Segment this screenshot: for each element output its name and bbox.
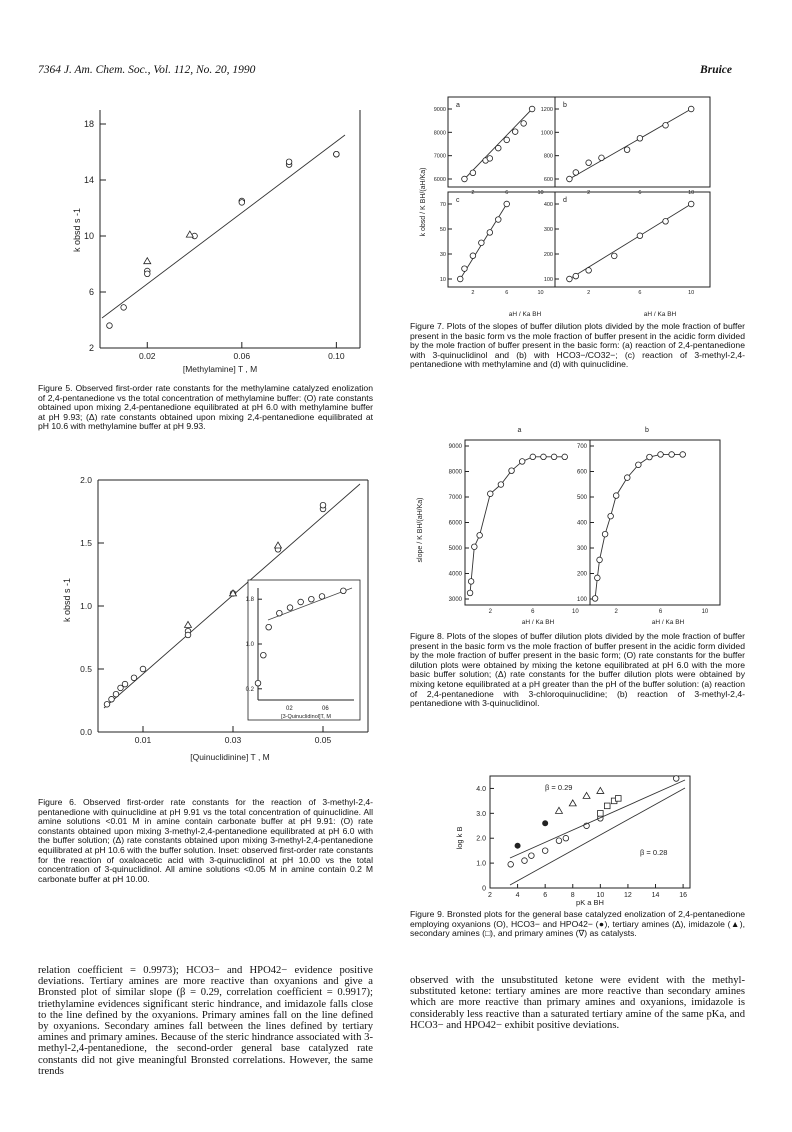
figure-7-plot	[410, 92, 740, 322]
fig7-point	[504, 201, 510, 207]
fig8-point	[519, 459, 525, 465]
fig8-point	[498, 482, 504, 488]
fig8-xlabel-left: aH / Ka BH	[521, 619, 555, 626]
fig6-inset-point	[261, 652, 267, 658]
fig6-inset-point	[319, 594, 325, 600]
fig8-point	[562, 454, 568, 460]
fig7-point	[495, 145, 501, 151]
fig9-ylabel: log k B	[455, 826, 464, 850]
fig6-inset-point	[341, 588, 347, 594]
fig9-beta-upper: β = 0.29	[545, 783, 573, 792]
fig8-xtick: 10	[701, 609, 709, 615]
fig7-point	[573, 273, 579, 279]
fig7-ytick: 400	[543, 202, 553, 208]
fig7-point	[487, 230, 493, 236]
fig6-point	[131, 675, 137, 681]
fig6-inset-ytick: 1.0	[245, 642, 254, 648]
fig7-point	[663, 219, 669, 225]
fig7-ytick: 7000	[433, 153, 446, 160]
fig7-ytick: 300	[543, 227, 553, 233]
figure-5-plot	[40, 100, 380, 380]
fig7-ytick: 200	[543, 252, 553, 258]
fig5-point	[144, 271, 150, 277]
fig9-ytick: 4.0	[476, 785, 486, 793]
fig5-point	[286, 159, 292, 165]
fig6-point	[113, 691, 119, 697]
figure-7-caption: Figure 7. Plots of the slopes of buffer dilution plots divided by the mole fraction of buffer present in the basic form vs the mole fraction of buffer present in the acidic form divided by the mole fraction of buffer present in the basic form: (a) reaction of 2,4-pentanedione with 3-quinuclidinol and (b) with HCO3−/CO32−; (c) reaction of 3-methyl-2,4-pentanedione with methylamine and (d) with quinuclidine.	[410, 321, 745, 370]
fig9-xtick: 8	[570, 892, 575, 899]
fig6-point	[275, 542, 282, 548]
fig8-point	[602, 531, 608, 537]
fig7-xtick: 10	[537, 190, 544, 196]
running-header-right: Bruice	[700, 64, 732, 76]
fig7-point	[495, 217, 501, 223]
fig8-point	[636, 462, 642, 468]
fig5-xlabel: [Methylamine] T , M	[182, 364, 258, 374]
fig8-point	[647, 454, 653, 460]
fig7-xtick: 6	[505, 290, 509, 296]
fig6-point	[185, 621, 192, 627]
fig7-xtick: 10	[537, 290, 544, 296]
fig7-point	[567, 176, 573, 182]
fig9-xlabel: pK a BH	[576, 898, 604, 907]
fig8-xlabel-right: aH / Ka BH	[651, 619, 685, 626]
fig9-point	[597, 787, 604, 793]
fig8-ylabel: slope / K BH/(aH/Ka)	[417, 497, 424, 563]
fig6-inset-point	[277, 610, 283, 616]
figure-5-caption: Figure 5. Observed first-order rate constants for the methylamine catalyzed enolization of 2,4-pentanedione vs the total concentration of methylamine buffer: (O) rate constants obtained upon mixing 2,4-pentanedione equilibrated at pH 6.0 with methylamine buffer at pH 9.93; (Δ) rate constants obtained upon mixing 2,4-pentanedione equilibrated at pH 10.6 with methylamine buffer at pH 9.93.	[38, 383, 373, 432]
fig5-xtick: 0.06	[233, 351, 251, 361]
fig7-xlabel-right: aH / Ka BH	[643, 311, 677, 318]
fig7-panel-label: c	[456, 197, 460, 204]
fig7-ytick: 8000	[433, 130, 446, 137]
fig9-point	[556, 838, 562, 844]
fig7-ytick: 10	[439, 277, 446, 283]
fig7-xtick: 2	[587, 190, 591, 196]
fig7-ytick: 50	[439, 227, 446, 233]
fig9-point	[508, 862, 514, 868]
fig6-ylabel: k obsd s -1	[62, 577, 72, 623]
fig5-ytick: 2	[88, 343, 94, 353]
fig8-point	[477, 532, 483, 538]
fig7-ylabel: k obsd / K BH/(aH/Ka)	[420, 167, 427, 237]
fig9-point	[515, 843, 520, 848]
fig7-point	[611, 253, 617, 259]
fig8-point	[530, 454, 536, 460]
figure-6-caption: Figure 6. Observed first-order rate constants for the reaction of 3-methyl-2,4-pentanedione with quinuclidine at pH 9.91 vs the total concentration of quinuclidine. All amine solutions <0.01 M in amine contain carbonate buffer at pH 9.91: (O) rate constants obtained upon mixing 3-methyl-2,4-pentanedione equilibrated at pH 6.0 with the buffer solution; (Δ) rate constants obtained upon mixing 3-methyl-2,4-pentanedione equilibrated at pH 10.6 with the buffer solution. Inset: observed first-order rate constants for the reaction of oxaloacetic acid with 3-quinuclidinol at pH 10.00 vs the total concentration of 3-quinuclidinol. All amine solutions <0.05 M in amine contain 0.2 M carbonate buffer at pH 10.00.	[38, 797, 373, 884]
fig8-point	[613, 493, 619, 499]
fig7-point	[504, 137, 510, 143]
fig8-point	[467, 590, 473, 596]
fig7-point	[462, 176, 468, 182]
fig7-point	[487, 156, 493, 162]
fig8-point	[669, 452, 675, 458]
figure-8-plot	[410, 415, 740, 630]
fig7-point	[586, 160, 592, 166]
fig9-ytick: 0	[482, 885, 486, 893]
fig9-xtick: 10	[596, 892, 605, 899]
fig8-ytick: 9000	[448, 444, 462, 450]
fig7-point	[512, 129, 518, 135]
fig6-inset-point	[255, 680, 261, 686]
fig6-ytick: 0.0	[80, 727, 92, 737]
fig8-ytick: 5000	[448, 546, 462, 552]
fig7-xtick: 2	[587, 290, 591, 296]
fig7-panel-label: d	[563, 197, 567, 204]
fig7-point	[479, 240, 485, 246]
fig6-xlabel: [Quinuclidinine] T , M	[190, 752, 270, 762]
fig7-xtick: 6	[638, 190, 642, 196]
fig8-xtick: 2	[614, 609, 618, 615]
fig6-point	[185, 632, 191, 638]
fig9-point	[673, 776, 679, 782]
fig8-ytick: 100	[576, 597, 587, 603]
fig8-xtick: 10	[572, 609, 579, 615]
fig8-ytick: 6000	[448, 520, 462, 527]
fig8-point	[608, 513, 614, 519]
fig9-point	[598, 811, 604, 817]
fig7-panel-label: a	[456, 102, 460, 109]
fig5-xtick: 0.02	[138, 351, 156, 361]
fig9-point	[529, 853, 535, 859]
fig9-point	[522, 858, 528, 864]
fig7-point	[470, 170, 476, 176]
running-header-left: 7364 J. Am. Chem. Soc., Vol. 112, No. 20, 1990	[38, 64, 256, 76]
fig8-point	[487, 491, 493, 497]
fig8-point	[592, 596, 598, 602]
fig9-point	[569, 800, 576, 806]
fig7-ytick: 70	[439, 202, 446, 208]
fig5-point	[239, 200, 245, 206]
fig8-point	[551, 454, 557, 460]
fig6-inset-point	[309, 596, 315, 602]
fig8-ytick: 4000	[448, 571, 462, 578]
fig7-ytick: 800	[543, 153, 553, 160]
fig8-point	[658, 452, 664, 458]
fig5-ytick: 14	[83, 175, 94, 185]
fig7-ytick: 100	[543, 277, 553, 283]
fig7-point	[637, 233, 643, 239]
fig8-panel-label: a	[517, 427, 522, 434]
fig8-point	[597, 557, 603, 563]
fig9-xtick: 2	[488, 892, 492, 899]
fig7-point	[586, 268, 592, 274]
fig9-ytick: 1.0	[476, 860, 486, 868]
fig6-ytick: 2.0	[80, 475, 92, 485]
fig7-point	[637, 136, 643, 142]
fig8-point	[468, 579, 474, 585]
fig7-point	[529, 106, 535, 112]
fig9-xtick: 12	[624, 892, 632, 899]
fig9-xtick: 6	[543, 892, 548, 899]
fig8-ytick: 300	[576, 546, 587, 552]
fig6-inset-ytick: 0.2	[245, 686, 254, 693]
fig6-inset-point	[298, 599, 304, 605]
fig8-point	[680, 452, 686, 458]
fig8-point	[595, 575, 601, 581]
fig6-point	[104, 701, 110, 707]
fig7-xtick: 2	[471, 290, 475, 296]
fig9-point	[563, 835, 569, 841]
fig8-ytick: 3000	[448, 597, 462, 603]
fig7-point	[573, 170, 579, 176]
fig6-point	[109, 696, 115, 702]
fig7-ytick: 30	[439, 252, 446, 258]
fig9-beta-lower: β = 0.28	[640, 848, 668, 857]
fig6-point	[140, 666, 146, 672]
fig6-inset-point	[266, 624, 272, 630]
fig7-ytick: 1000	[540, 130, 553, 137]
fig7-point	[624, 147, 630, 153]
fig9-xtick: 16	[679, 892, 688, 899]
fig7-point	[462, 266, 468, 272]
fig6-ytick: 1.0	[80, 601, 92, 611]
body-text-left: relation coefficient = 0.9973); HCO3− and HPO42− evidence positive deviations. Tertiary amines are more reactive than oxyanions and give a Bronsted plot of similar slope (β = 0.29, correlation coefficient = 0.9917); triethylamine evidences significant steric hindrance, and imidazole falls close to the line defined by the oxyanions. Primary amines fall on the line defined by oxyanions. Secondary amines fall between the lines defined by tertiary amines and primary amines. Because of the steric hindrance associated with 3-methyl-2,4-pentanedione, the second-order general base catalyzed rate constants did not give meaningful Bronsted correlations. However, the same trends	[38, 965, 373, 1077]
figure-9-caption: Figure 9. Bronsted plots for the general base catalyzed enolization of 2,4-pentanedione employing oxyanions (O), HCO3− and HPO42− (●), tertiary amines (Δ), imidazole (▲), secondary amines (□), and primary amines (∇) as catalysts.	[410, 909, 745, 939]
fig6-inset-ytick: 1.8	[245, 597, 254, 604]
fig5-point	[334, 151, 340, 157]
figure-8-caption: Figure 8. Plots of the slopes of buffer dilution plots divided by the mole fraction of buffer present in the basic form vs the mole fraction of buffer present in the acidic form divided by the mole fraction of buffer present in the basic form; (O) rate constants for the buffer dilution plots were obtained by mixing the ketone equilibrated at pH 6.0 with the more basic buffer solution; (Δ) rate constants for the buffer dilution plots were obtained by mixing ketone equilibrated at a pH greater than the pH of the buffer solution: (a) reaction of 2,4-pentanedione with 3-chloroquinuclidine; (b) reaction of 3-methyl-2,4-pentanedione with 3-quinuclidinol.	[410, 631, 745, 709]
fig8-panel-label: b	[645, 427, 649, 434]
fig7-ytick: 600	[543, 177, 553, 183]
fig9-xtick: 4	[515, 892, 520, 899]
fig9-point	[542, 848, 548, 854]
fig8-point	[472, 544, 478, 550]
fig7-xtick: 2	[471, 190, 475, 196]
fig6-ytick: 1.5	[80, 538, 92, 548]
fig7-point	[567, 276, 573, 282]
fig8-ytick: 7000	[448, 495, 462, 501]
fig5-point	[107, 323, 113, 329]
figure-9-plot	[440, 770, 700, 907]
body-text-right: observed with the unsubstituted ketone were evident with the methyl-substituted ketone: tertiary amines are more reactive than secondary amines which are more reactive than primary amines and oxyanions, imidazole is considerably less reactive than a saturated tertiary amine of the same pKa, and HCO3− and HPO42− exhibit positive deviations.	[410, 975, 745, 1031]
fig6-point	[122, 681, 128, 687]
fig8-point	[624, 475, 630, 481]
fig8-ytick: 400	[576, 520, 587, 527]
fig7-point	[688, 106, 694, 112]
fig7-point	[521, 121, 527, 127]
fig6-point	[320, 502, 326, 508]
fig8-ytick: 700	[576, 444, 587, 450]
fig6-inset-point	[287, 605, 293, 611]
fig9-point	[583, 792, 590, 798]
fig5-ytick: 6	[88, 287, 94, 297]
svg-text:02: 02	[286, 706, 293, 712]
fig9-point	[615, 796, 621, 802]
fig6-xtick: 0.01	[134, 735, 152, 745]
fig7-ytick: 1200	[540, 107, 553, 113]
fig8-xtick: 2	[488, 609, 492, 615]
fig7-panel-label: b	[563, 102, 567, 109]
fig9-point	[543, 821, 548, 826]
fig7-ytick: 6000	[433, 177, 446, 183]
fig8-ytick: 200	[576, 571, 587, 578]
fig7-point	[688, 201, 694, 207]
fig8-ytick: 600	[576, 469, 587, 476]
fig8-point	[541, 454, 547, 460]
fig8-ytick: 500	[576, 495, 587, 501]
fig9-ytick: 3.0	[476, 810, 486, 818]
fig7-point	[599, 155, 605, 161]
fig7-xtick: 6	[638, 290, 642, 296]
fig5-point	[144, 258, 151, 264]
fig6-ytick: 0.5	[80, 664, 92, 674]
fig7-ytick: 9000	[433, 107, 446, 113]
fig8-xtick: 6	[531, 609, 535, 615]
svg-text:06: 06	[322, 706, 329, 712]
fig9-point	[555, 807, 562, 813]
fig7-point	[470, 253, 476, 259]
fig7-xlabel-left: aH / Ka BH	[508, 311, 542, 318]
fig8-xtick: 6	[658, 609, 663, 615]
fig7-xtick: 6	[505, 190, 509, 196]
fig5-ytick: 10	[83, 231, 94, 241]
fig6-xtick: 0.03	[224, 735, 242, 745]
fig5-point	[121, 305, 127, 311]
fig7-point	[663, 122, 669, 128]
fig5-ylabel: k obsd s -1	[72, 207, 82, 253]
fig5-ytick: 18	[83, 119, 94, 129]
fig6-inset-xlabel: [3-Quinuclidinol]T, M	[281, 714, 331, 720]
fig9-point	[604, 803, 610, 809]
fig6-xtick: 0.05	[314, 735, 332, 745]
fig7-point	[457, 276, 463, 282]
fig8-point	[509, 468, 515, 474]
fig5-xtick: 0.10	[328, 351, 345, 361]
fig9-ytick: 2.0	[476, 835, 486, 843]
fig7-xtick: 10	[688, 290, 695, 296]
fig7-xtick: 10	[688, 190, 695, 196]
fig8-ytick: 8000	[448, 469, 462, 476]
fig9-xtick: 14	[651, 892, 660, 899]
figure-6-plot	[40, 470, 380, 780]
